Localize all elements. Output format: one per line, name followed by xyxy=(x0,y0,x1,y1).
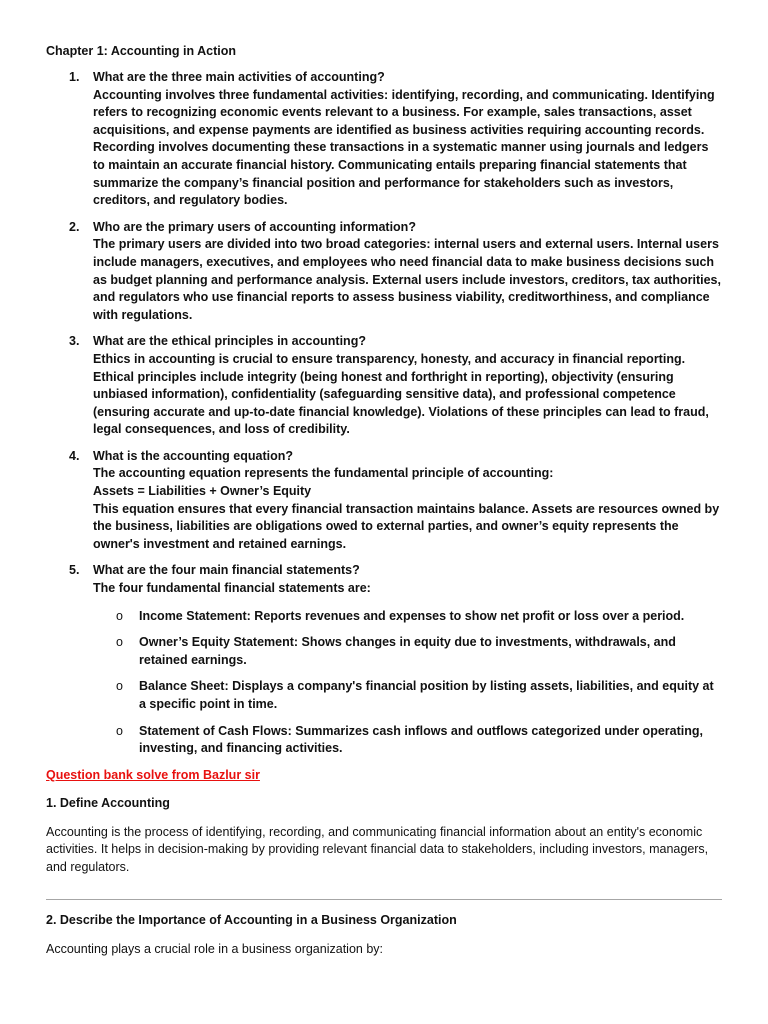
document-page xyxy=(46,43,722,958)
question-list xyxy=(46,69,722,758)
question-item-4 xyxy=(46,448,722,554)
section-2-title: 2. Describe the Importance of Accounting in a Business Organization xyxy=(46,912,457,927)
section-1-text: Accounting is the process of identifying, recording, and communicating financial information about an entity's economic activities. It helps in decision-making by providing relevant financial data to stakeholders, including investors, managers, and regulators. xyxy=(46,824,709,874)
circle-bullet-icon: o xyxy=(116,723,123,738)
answer-text: Accounting involves three fundamental activities: identifying, recording, and communicating. Identifying refers to recognizing economic events relevant to a business. For example, sales transactions, asset acquisitions, and expense payments are identified as business activities requiring accounting records. Recording involves documenting these transactions in a systematic manner using journals and ledgers to maintain an accurate financial history. Communicating entails preparing financial statements that summarize the company’s financial position and performance for stakeholders such as investors, creditors, and regulatory bodies. xyxy=(93,87,715,208)
circle-bullet-icon: o xyxy=(116,679,123,694)
list-item xyxy=(93,723,722,758)
statement-text: Statement of Cash Flows: Summarizes cash inflows and outflows categorized under operating, investing, and financing activities. xyxy=(139,723,703,756)
question-item-2 xyxy=(46,219,722,325)
section-2-text: Accounting plays a crucial role in a business organization by: xyxy=(46,941,383,956)
question-number: 5. xyxy=(69,563,80,578)
question-number: 4. xyxy=(69,448,80,463)
question-number: 3. xyxy=(69,334,80,349)
question-text: What is the accounting equation? xyxy=(93,448,293,463)
financial-statements-list xyxy=(93,608,722,758)
answer-text: Ethics in accounting is crucial to ensure transparency, honesty, and accuracy in financial reporting. Ethical principles include integrity (being honest and forthright in reporting), objectivity (ensuring unbiased information), confidentiality (safeguarding sensitive data), and professional competence (ensuring accurate and up-to-date financial knowledge). Violations of these principles can lead to fraud, legal consequences, and loss of credibility. xyxy=(93,351,709,437)
list-item xyxy=(93,678,722,713)
statement-text: Balance Sheet: Displays a company's financial position by listing assets, liabilities, and equity at a specific point in time. xyxy=(139,679,714,711)
question-text: What are the three main activities of accounting? xyxy=(93,70,385,84)
section-1-title: 1. Define Accounting xyxy=(46,795,170,810)
answer-text: The primary users are divided into two broad categories: internal users and external users. Internal users include managers, executives, and employees who need financial data to make business decisions such as budget planning and performance analysis. External users include investors, creditors, tax authorities, and regulators who use financial reports to assess business viability, creditworthiness, and compliance with regulations. xyxy=(93,237,721,322)
question-text: Who are the primary users of accounting information? xyxy=(93,219,416,234)
list-item xyxy=(93,634,722,669)
question-item-5 xyxy=(46,562,722,757)
circle-bullet-icon: o xyxy=(116,635,123,650)
list-item xyxy=(93,608,722,626)
question-bank-title: Question bank solve from Bazlur sir xyxy=(46,767,260,782)
statement-text: Income Statement: Reports revenues and expenses to show net profit or loss over a period. xyxy=(139,608,685,623)
answer-text: The four fundamental financial statements are: xyxy=(93,581,371,596)
circle-bullet-icon: o xyxy=(116,608,123,623)
question-number: 1. xyxy=(69,70,80,84)
answer-text: This equation ensures that every financial transaction maintains balance. Assets are resources owned by the business, liabilities are obligations owed to external parties, and owner’s equity represents the owner's investment and retained earnings. xyxy=(93,501,720,551)
question-text: What are the ethical principles in accounting? xyxy=(93,334,366,349)
question-number: 2. xyxy=(69,219,80,234)
answer-intro: The accounting equation represents the fundamental principle of accounting: xyxy=(93,466,554,481)
section-divider xyxy=(46,899,722,900)
accounting-equation: Assets = Liabilities + Owner’s Equity xyxy=(93,484,312,499)
chapter-title: Chapter 1: Accounting in Action xyxy=(46,44,237,58)
statement-text: Owner’s Equity Statement: Shows changes in equity due to investments, withdrawals, and retained earnings. xyxy=(139,635,676,667)
question-item-1 xyxy=(46,69,722,210)
question-item-3 xyxy=(46,333,722,439)
question-text: What are the four main financial statements? xyxy=(93,563,360,578)
